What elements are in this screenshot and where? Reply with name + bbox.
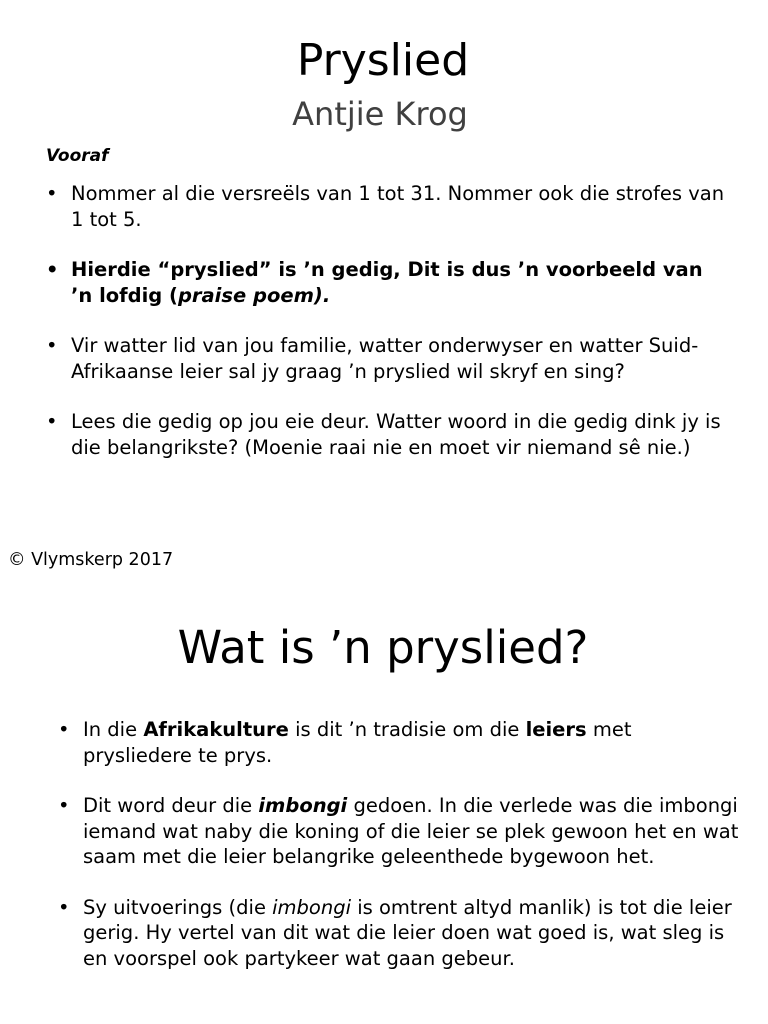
list-item-text: Vir watter lid van jou familie, watter onderwyser en watter Suid-Afrikaanse leier sal jy graag ’n pryslied wil skryf en sing? (71, 334, 699, 383)
list-item (0, 257, 730, 308)
bullet-icon: • (58, 895, 70, 919)
list-item-text: Lees die gedig op jou eie deur. Watter woord in die gedig dink jy is die belangrikste? (Moenie raai nie en moet vir niemand sê nie.) (71, 410, 721, 459)
page-title: Pryslied (296, 35, 470, 86)
list-item-text: Sy uitvoerings (die (83, 895, 273, 919)
bullet-icon: • (46, 258, 59, 281)
bullet-icon: • (46, 410, 58, 433)
bullet-icon: • (58, 794, 70, 817)
list-item-text: met prysliedere te prys. (83, 718, 632, 767)
list-item (0, 895, 745, 972)
list-item (0, 333, 730, 384)
author-subtitle: Antjie Krog (292, 95, 468, 133)
list-item (0, 717, 745, 768)
section-label: Vooraf (46, 146, 109, 166)
instructions-list (0, 181, 730, 485)
copyright-notice: © Vlymskerp 2017 (8, 550, 174, 570)
list-item (0, 793, 745, 870)
emphasis-afrikakulture: Afrikakulture (143, 718, 289, 741)
list-item (0, 409, 730, 460)
explanation-list (0, 717, 745, 996)
list-item-text: is dit ’n tradisie om die (288, 718, 526, 741)
list-item-text-end: ). (313, 283, 331, 307)
emphasis-imbongi: imbongi (272, 895, 352, 919)
bullet-icon: • (46, 182, 58, 205)
list-item (0, 181, 730, 232)
list-item-text: gedoen. In die verlede was die imbongi iemand wat naby die koning of die leier se plek gewoon het en wat saam met die leier belangrike geleenthede bygewoon het. (83, 794, 739, 868)
emphasis-imbongi: imbongi (258, 794, 348, 817)
list-item-text: In die (83, 718, 144, 741)
emphasis-leiers: leiers (525, 718, 587, 741)
list-item-text: Dit word deur die (83, 794, 259, 817)
list-item-text: Nommer al die versreëls van 1 tot 31. Nommer ook die strofes van 1 tot 5. (71, 182, 725, 231)
slide-wat-is (0, 600, 768, 1024)
list-item-text: is omtrent altyd manlik) is tot die leier gerig. Hy vertel van dit wat die leier doen wat goed is, wat sleg is en voorspel ook partykeer wat gaan gebeur. (83, 895, 732, 970)
slide-title: Wat is ’n pryslied? (177, 621, 589, 674)
bullet-icon: • (46, 334, 58, 357)
list-item-emphasis: praise poem (177, 283, 314, 307)
bullet-icon: • (58, 718, 70, 741)
list-item-text: Hierdie “pryslied” is ’n gedig, Dit is dus ’n voorbeeld van ’n lofdig ( (71, 258, 703, 307)
